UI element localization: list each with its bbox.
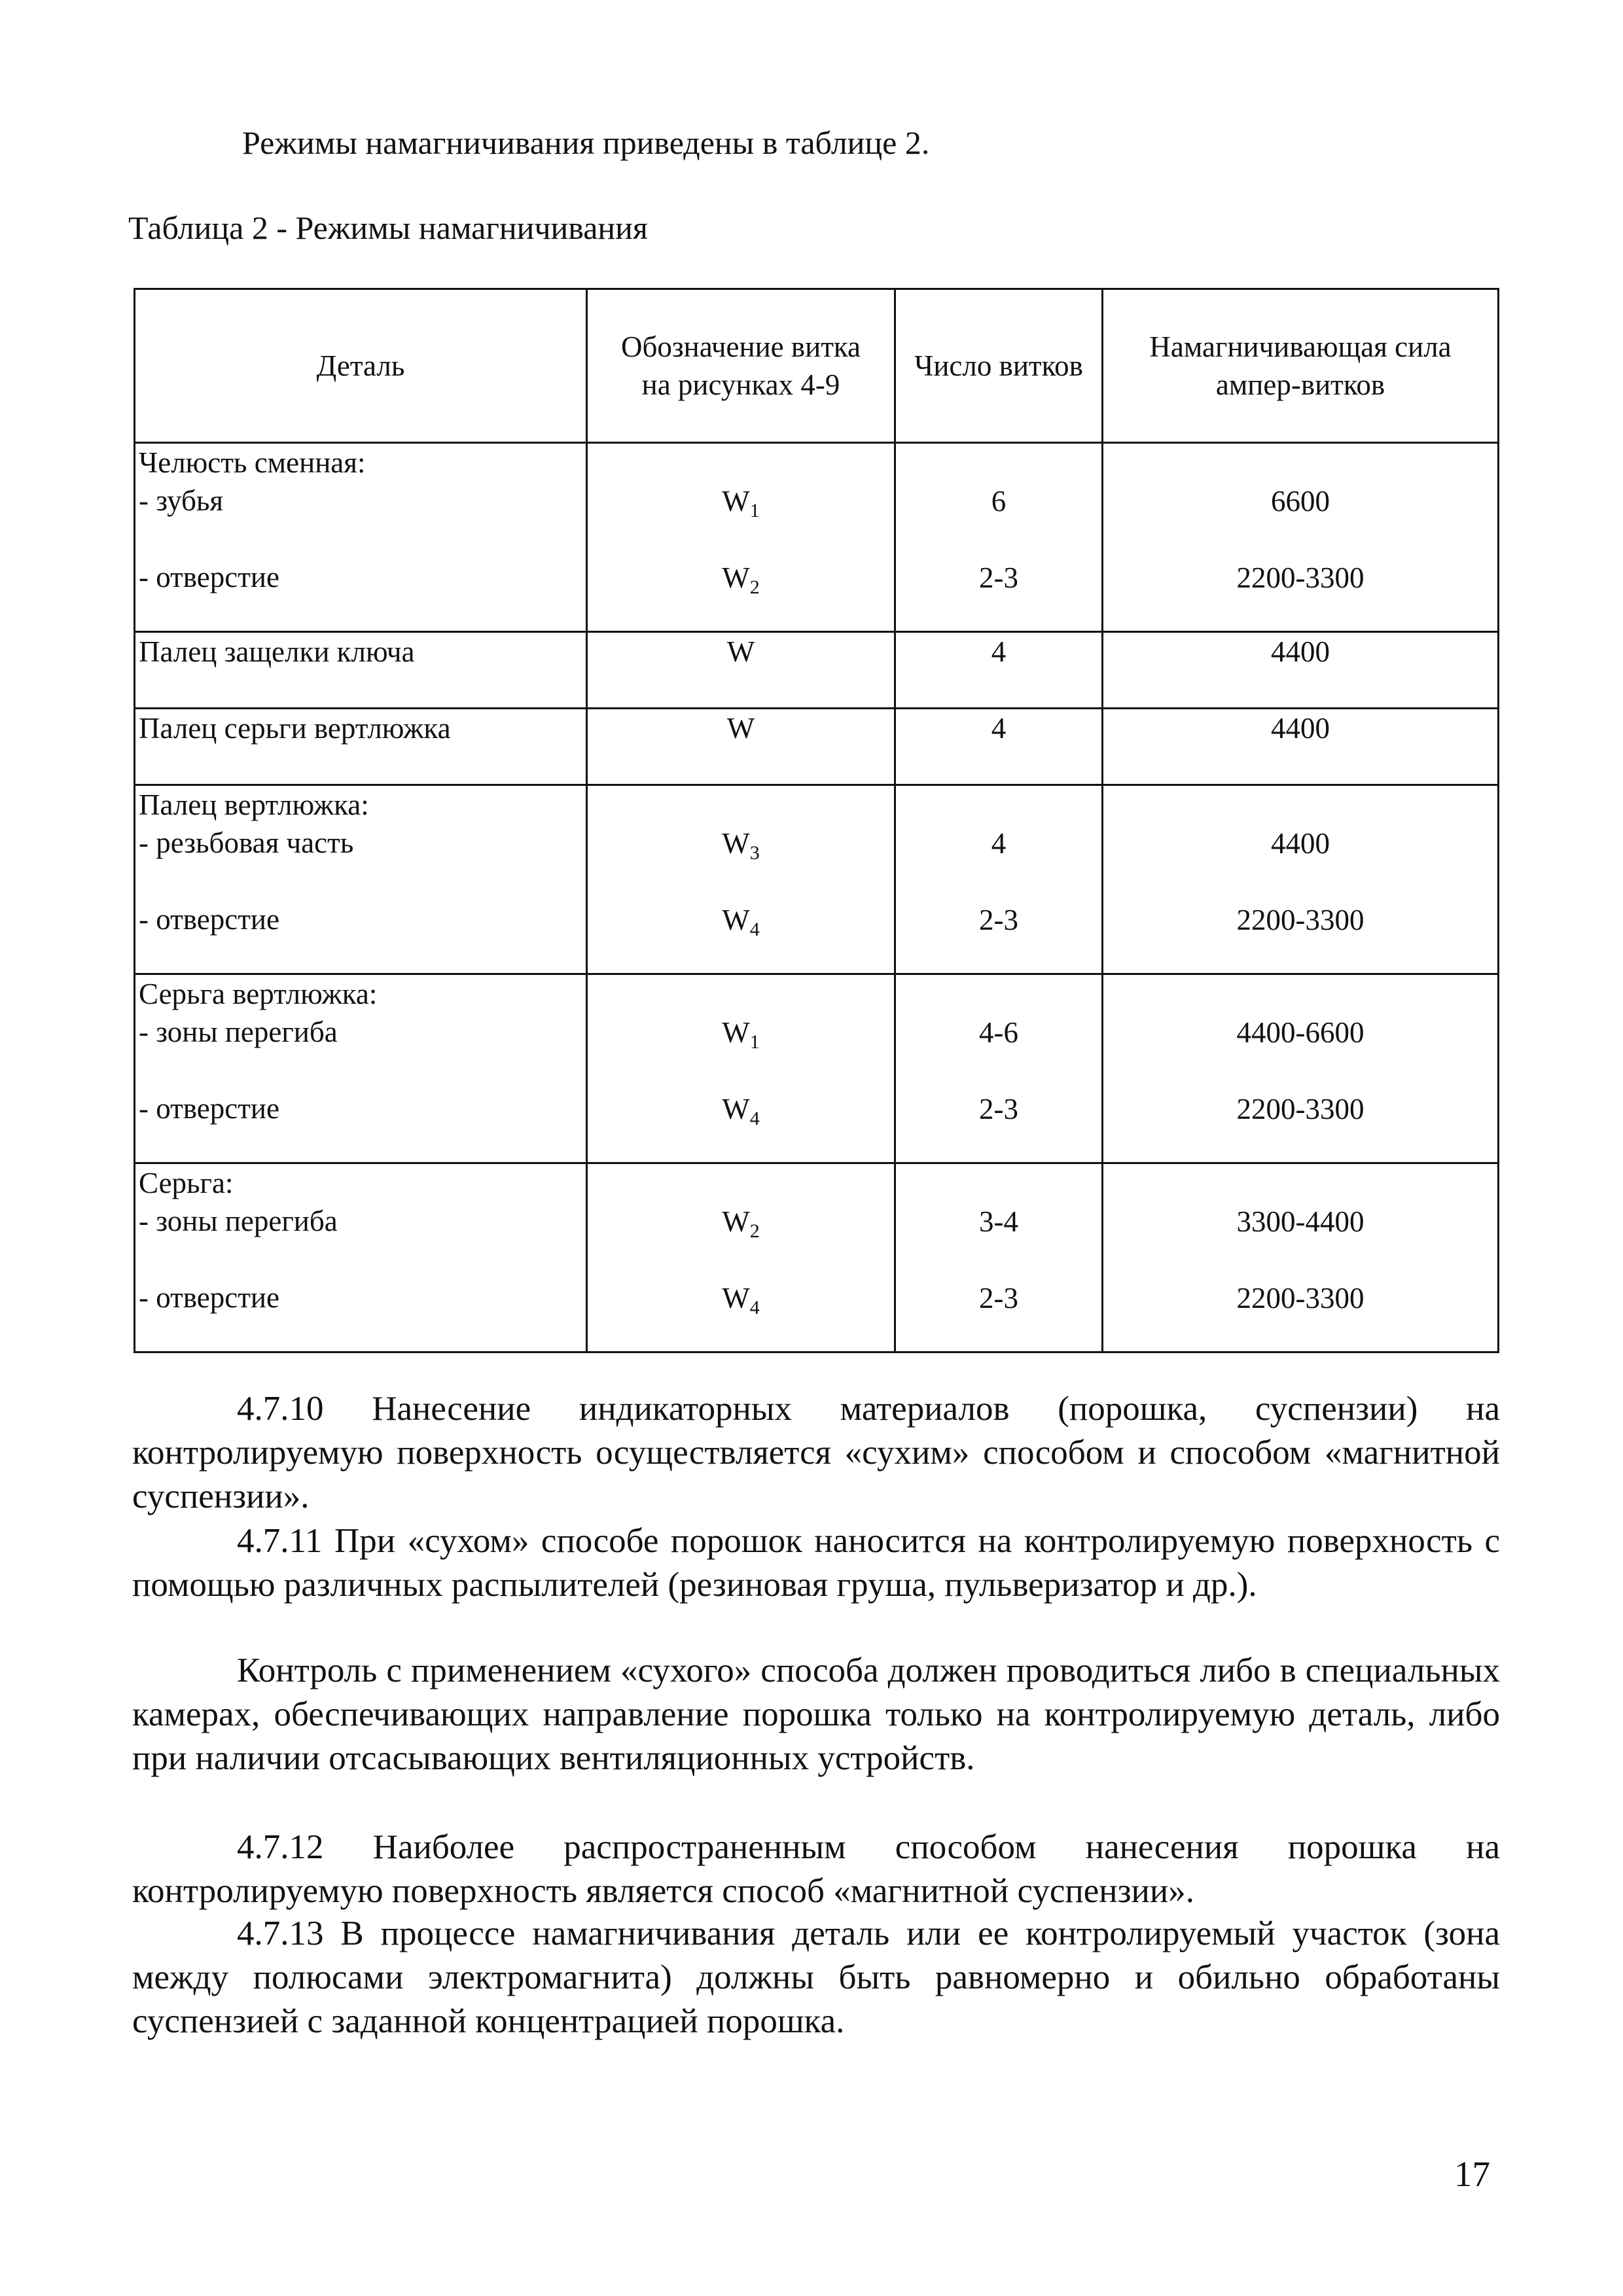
part-cell	[135, 443, 587, 632]
force-cell	[1103, 974, 1499, 1163]
coil-designation	[588, 559, 894, 597]
table-row	[135, 974, 1499, 1163]
coil-cell	[587, 785, 895, 974]
coil-designation	[588, 1014, 894, 1051]
coil-index: 2	[749, 1220, 760, 1241]
coil-index: 4	[749, 1297, 760, 1317]
magnetization-table	[134, 288, 1499, 1353]
part-cell	[135, 974, 587, 1163]
part-cell	[135, 1163, 587, 1352]
force-value: 2200-3300	[1236, 904, 1364, 936]
turns-cell	[895, 785, 1103, 974]
group-title: Палец вертлюжка:	[139, 788, 369, 821]
coil-letter: W	[726, 712, 755, 745]
header-coil-line2: на рисунках 4-9	[641, 368, 840, 401]
header-coil	[587, 289, 895, 443]
paragraph-4-7-13-text: 4.7.13 В процессе намагничивания деталь или ее контролируемый участок (зона между полюсами электромагнита) должны быть равномерно и обильно обработаны суспензией с заданной концентрацией порошка.	[132, 1915, 1500, 2040]
part-label: Палец защелки ключа	[139, 635, 415, 668]
coil-letter: W	[722, 485, 750, 518]
force-value: 4400-6600	[1236, 1016, 1364, 1049]
header-force	[1103, 289, 1499, 443]
turns-value: 4-6	[979, 1016, 1018, 1049]
force-value: 2200-3300	[1236, 1093, 1364, 1125]
force-value: 2200-3300	[1236, 1282, 1364, 1315]
intro-text: Режимы намагничивания приведены в таблице 2.	[242, 124, 930, 161]
turns-value: 2-3	[979, 1282, 1018, 1315]
turns-value: 2-3	[979, 904, 1018, 936]
force-value: 3300-4400	[1236, 1205, 1364, 1238]
coil-designation	[588, 482, 894, 520]
turns-value: 4	[991, 827, 1007, 860]
table-row	[135, 1163, 1499, 1352]
table-row	[135, 785, 1499, 974]
force-value: 6600	[1271, 485, 1330, 518]
turns-cell	[895, 1163, 1103, 1352]
coil-designation	[588, 824, 894, 862]
group-title: Серьга вертлюжка:	[139, 978, 378, 1010]
part-cell	[135, 632, 587, 709]
table-caption: Таблица 2 - Режимы намагничивания	[128, 209, 648, 246]
coil-cell	[587, 1163, 895, 1352]
turns-value: 2-3	[979, 1093, 1018, 1125]
coil-letter: W	[726, 635, 755, 668]
part-cell	[135, 709, 587, 785]
coil-letter: W	[722, 827, 750, 860]
turns-value: 6	[991, 485, 1007, 518]
page-number: 17	[1454, 2154, 1490, 2194]
coil-index: 3	[749, 842, 760, 862]
table-header-row	[135, 289, 1499, 443]
header-coil-line1: Обозначение витка	[620, 330, 861, 363]
force-cell	[1103, 1163, 1499, 1352]
part-cell	[135, 785, 587, 974]
coil-letter: W	[722, 904, 750, 936]
paragraph-4-7-11-text: 4.7.11 При «сухом» способе порошок наносится на контролируемую поверхность с помощью различных распылителей (резиновая груша, пульверизатор и др.).	[132, 1522, 1500, 1604]
part-label: Палец серьги вертлюжка	[139, 712, 451, 745]
coil-letter: W	[722, 1093, 750, 1125]
table-row	[135, 709, 1499, 785]
paragraph-4-7-12	[132, 1826, 1500, 1913]
header-part	[135, 289, 587, 443]
coil-designation	[588, 633, 894, 671]
part-label: - отверстие	[139, 561, 279, 593]
part-label: - резьбовая часть	[139, 826, 354, 859]
force-cell	[1103, 443, 1499, 632]
coil-letter: W	[722, 561, 750, 594]
turns-cell	[895, 443, 1103, 632]
turns-value: 3-4	[979, 1205, 1018, 1238]
coil-index: 4	[749, 919, 760, 939]
coil-designation	[588, 709, 894, 747]
coil-cell	[587, 632, 895, 709]
turns-value: 4	[991, 712, 1007, 745]
part-label: - зубья	[139, 484, 224, 517]
coil-designation	[588, 1279, 894, 1317]
force-value: 2200-3300	[1236, 561, 1364, 594]
table-row	[135, 632, 1499, 709]
coil-cell	[587, 443, 895, 632]
part-label: - отверстие	[139, 1281, 279, 1314]
turns-value: 2-3	[979, 561, 1018, 594]
coil-cell	[587, 709, 895, 785]
force-value: 4400	[1271, 827, 1330, 860]
coil-designation	[588, 901, 894, 939]
turns-cell	[895, 974, 1103, 1163]
coil-letter: W	[722, 1205, 750, 1238]
paragraph-4-7-10-text: 4.7.10 Нанесение индикаторных материалов (порошка, суспензии) на контролируемую поверхность осуществляется «сухим» способом и способом «магнитной суспензии».	[132, 1390, 1500, 1515]
paragraph-4-7-12-text: 4.7.12 Наиболее распространенным способом нанесения порошка на контролируемую поверхность является способ «магнитной суспензии».	[132, 1828, 1500, 1910]
part-label: - отверстие	[139, 1092, 279, 1125]
part-label: - зоны перегиба	[139, 1205, 338, 1237]
coil-cell	[587, 974, 895, 1163]
part-label: - отверстие	[139, 903, 279, 936]
coil-letter: W	[722, 1282, 750, 1315]
coil-designation	[588, 1090, 894, 1128]
coil-index: 1	[749, 500, 760, 520]
force-value: 4400	[1271, 712, 1330, 745]
table-row	[135, 443, 1499, 632]
group-title: Челюсть сменная:	[139, 446, 366, 479]
force-value: 4400	[1271, 635, 1330, 668]
coil-designation	[588, 1203, 894, 1241]
group-title: Серьга:	[139, 1167, 234, 1199]
force-cell	[1103, 632, 1499, 709]
paragraph-4-7-13	[132, 1912, 1500, 2043]
coil-index: 2	[749, 576, 760, 597]
paragraph-dry-control-text: Контроль с применением «сухого» способа должен проводиться либо в специальных камерах, обеспечивающих направление порошка только на контролируемую деталь, либо при наличии отсасывающих вентиляционных устройств.	[132, 1651, 1500, 1777]
paragraph-4-7-10	[132, 1387, 1500, 1519]
force-cell	[1103, 709, 1499, 785]
coil-letter: W	[722, 1016, 750, 1049]
coil-index: 4	[749, 1108, 760, 1128]
header-turns	[895, 289, 1103, 443]
part-label: - зоны перегиба	[139, 1016, 338, 1048]
turns-value: 4	[991, 635, 1007, 668]
header-part-label: Деталь	[316, 349, 405, 382]
coil-index: 1	[749, 1031, 760, 1051]
header-force-line2: ампер-витков	[1215, 368, 1385, 401]
turns-cell	[895, 709, 1103, 785]
header-turns-label: Число витков	[914, 349, 1083, 382]
paragraph-4-7-11	[132, 1519, 1500, 1607]
turns-cell	[895, 632, 1103, 709]
force-cell	[1103, 785, 1499, 974]
paragraph-dry-control	[132, 1649, 1500, 1780]
header-force-line1: Намагничивающая сила	[1149, 330, 1452, 363]
